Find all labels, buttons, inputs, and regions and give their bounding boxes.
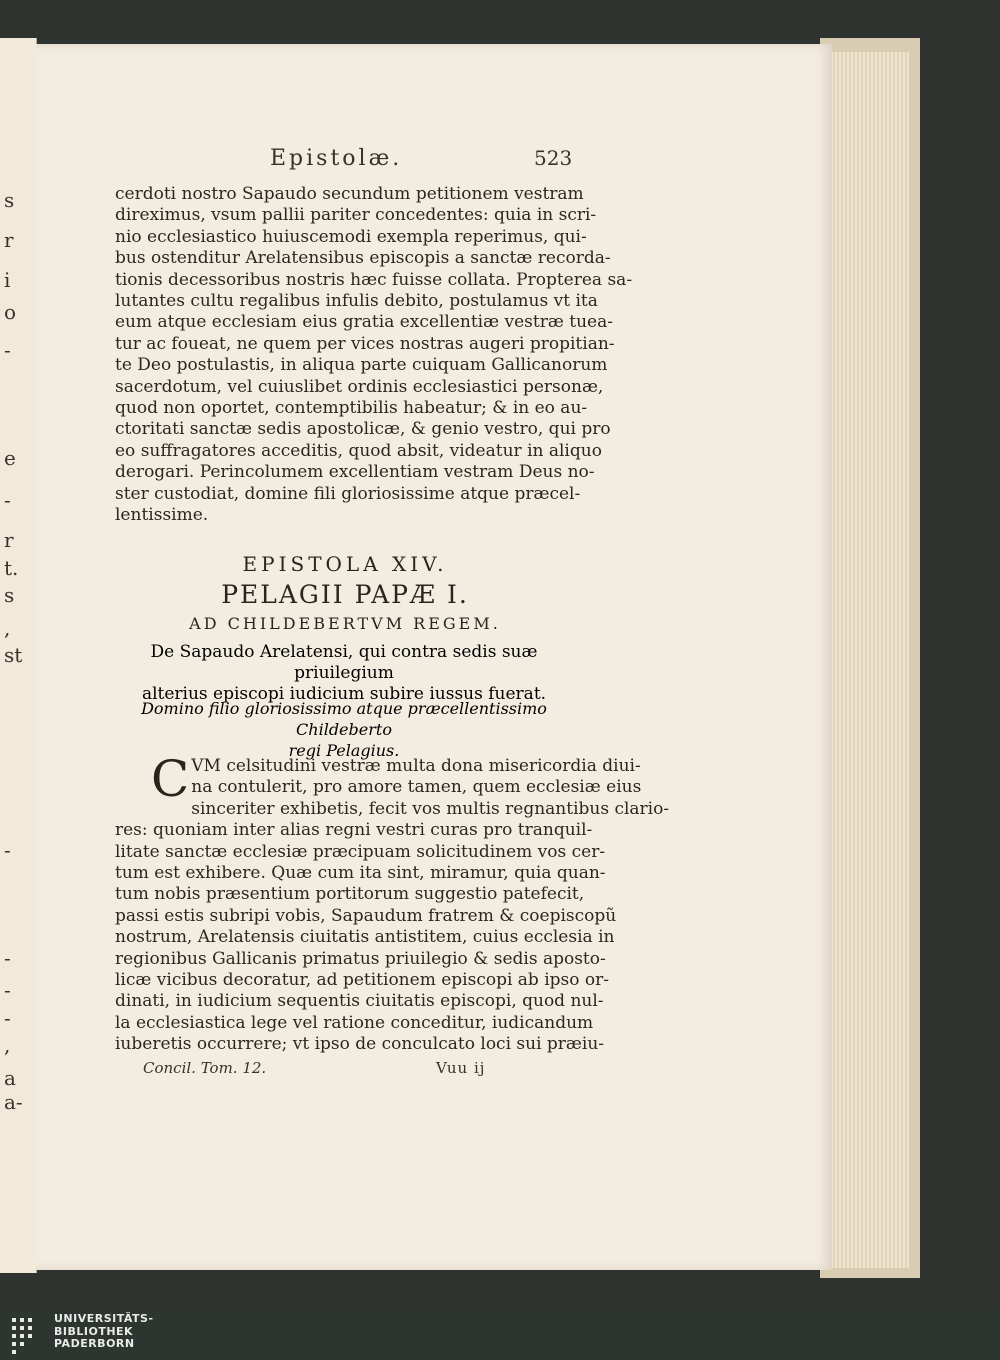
summary-line: De Sapaudo Arelatensi, qui contra sedis suæ priuilegium	[150, 642, 538, 683]
text-line: sinceriter exhibetis, fecit vos multis regnantibus clario-	[191, 798, 670, 819]
letter-author: PELAGII PAPÆ I.	[221, 580, 469, 609]
text-line: lentissime.	[115, 505, 209, 526]
left-page-text-fragment: -	[4, 338, 11, 362]
left-page-text-fragment: e	[4, 446, 16, 470]
text-line: nostrum, Arelatensis ciuitatis antistitem, cuius ecclesia in	[115, 927, 615, 948]
text-line: res: quoniam inter alias regni vestri curas pro tranquil-	[115, 820, 593, 841]
left-page-text-fragment: r	[4, 528, 14, 552]
left-page-text-fragment: a-	[4, 1090, 23, 1114]
footer-signature-mark: Vuu ij	[436, 1059, 486, 1077]
library-name	[54, 1313, 154, 1351]
text-line: dinati, in iudicium sequentis ciuitatis episcopi, quod nul-	[115, 991, 604, 1012]
left-page-text-fragment: s	[4, 583, 15, 607]
left-page-edge	[0, 38, 37, 1273]
paragraph-1	[115, 184, 633, 527]
library-logo-icon	[10, 1316, 48, 1356]
left-page-text-fragment: s	[4, 188, 15, 212]
text-line: na contulerit, pro amore tamen, quem ecclesiæ eius	[191, 777, 642, 798]
text-line: derogari. Perincolumem excellentiam vestram Deus no-	[115, 462, 595, 483]
text-line: licæ vicibus decoratur, ad petitionem episcopi ab ipso or-	[115, 970, 610, 991]
text-line: sacerdotum, vel cuiuslibet ordinis ecclesiastici personæ,	[115, 376, 604, 397]
book-page	[36, 44, 832, 1270]
left-page-text-fragment: i	[4, 268, 11, 292]
address-line: regi Pelagius.	[288, 741, 400, 760]
left-page-text-fragment: ,	[4, 616, 11, 640]
text-line: ctoritati sanctæ sedis apostolicæ, & genio vestro, qui pro	[115, 419, 611, 440]
text-line: eum atque ecclesiam eius gratia excellentiæ vestræ tuea-	[115, 312, 613, 333]
text-line: tum nobis præsentium portitorum suggestio patefecit,	[115, 884, 585, 905]
library-name-line-2: BIBLIOTHEK	[54, 1324, 134, 1338]
footer-signature: Concil. Tom. 12.	[143, 1059, 267, 1077]
text-line: tionis decessoribus nostris hæc fuisse collata. Propterea sa-	[115, 269, 633, 290]
library-name-line-1: UNIVERSITÄTS-	[54, 1312, 154, 1325]
left-page-text-fragment: -	[4, 978, 11, 1002]
text-line: passi estis subripi vobis, Sapaudum fratrem & coepiscopũ	[115, 905, 617, 926]
text-line: eo suffragatores acceditis, quod absit, videatur in aliquo	[115, 440, 602, 461]
text-line: regionibus Gallicanis primatus priuilegio & sedis aposto-	[115, 948, 606, 969]
text-line: cerdoti nostro Sapaudo secundum petitionem vestram	[115, 184, 584, 204]
page-number: 523	[534, 146, 573, 170]
address-line: Domino filio gloriosissimo atque præcellentissimo Childeberto	[141, 699, 547, 739]
text-line: lutantes cultu regalibus infulis debito, postulamus vt ita	[115, 291, 598, 312]
summary-line: alterius episcopi iudicium subire iussus fuerat.	[141, 684, 547, 704]
left-page-text-fragment: o	[4, 300, 17, 324]
left-page-text-fragment: a	[4, 1066, 16, 1090]
library-name-line-3: PADERBORN	[54, 1337, 135, 1350]
letter-recipient: AD CHILDEBERTVM REGEM.	[189, 614, 501, 633]
text-line: litate sanctæ ecclesiæ præcipuam solicitudinem vos cer-	[115, 841, 606, 862]
text-line: nio ecclesiastico huiuscemodi exempla reperimus, qui-	[115, 226, 587, 247]
left-page-text-fragment: r	[4, 228, 14, 252]
page-edges	[826, 52, 909, 1268]
text-line: te Deo postulastis, in aliqua parte cuiquam Gallicanorum	[115, 355, 608, 376]
text-line: quod non oportet, contemptibilis habeatur; & in eo au-	[115, 398, 588, 419]
left-page-text-fragment: -	[4, 488, 11, 512]
text-line: tur ac foueat, ne quem per vices nostras augeri propitian-	[115, 333, 615, 354]
left-page-text-fragment: ,	[4, 1033, 11, 1057]
text-line: tum est exhibere. Quæ cum ita sint, miramur, quia quan-	[115, 863, 606, 884]
text-line: la ecclesiastica lege vel ratione conceditur, iudicandum	[115, 1012, 594, 1033]
left-page-text-fragment: -	[4, 838, 11, 862]
text-line: direximus, vsum pallii pariter concedentes: quia in scri-	[115, 205, 597, 226]
left-page-text-fragment: -	[4, 946, 11, 970]
paragraph-2-first-line: VM celsitudini vestræ multa dona misericordia diui-	[191, 756, 641, 776]
letter-title: EPISTOLA XIV.	[242, 552, 448, 576]
text-line: iuberetis occurrere; vt ipso de conculcato loci sui præiu-	[115, 1034, 605, 1055]
left-page-text-fragment: st	[4, 643, 23, 667]
running-header: Epistolæ.	[270, 146, 403, 171]
text-line: ster custodiat, domine fili gloriosissime atque præcel-	[115, 483, 581, 504]
left-page-text-fragment: t.	[4, 556, 19, 580]
letter-summary	[108, 642, 580, 705]
text-line: bus ostenditur Arelatensibus episcopis a sanctæ recorda-	[115, 248, 611, 269]
drop-cap: C	[151, 750, 190, 808]
left-page-text-fragment: -	[4, 1006, 11, 1030]
